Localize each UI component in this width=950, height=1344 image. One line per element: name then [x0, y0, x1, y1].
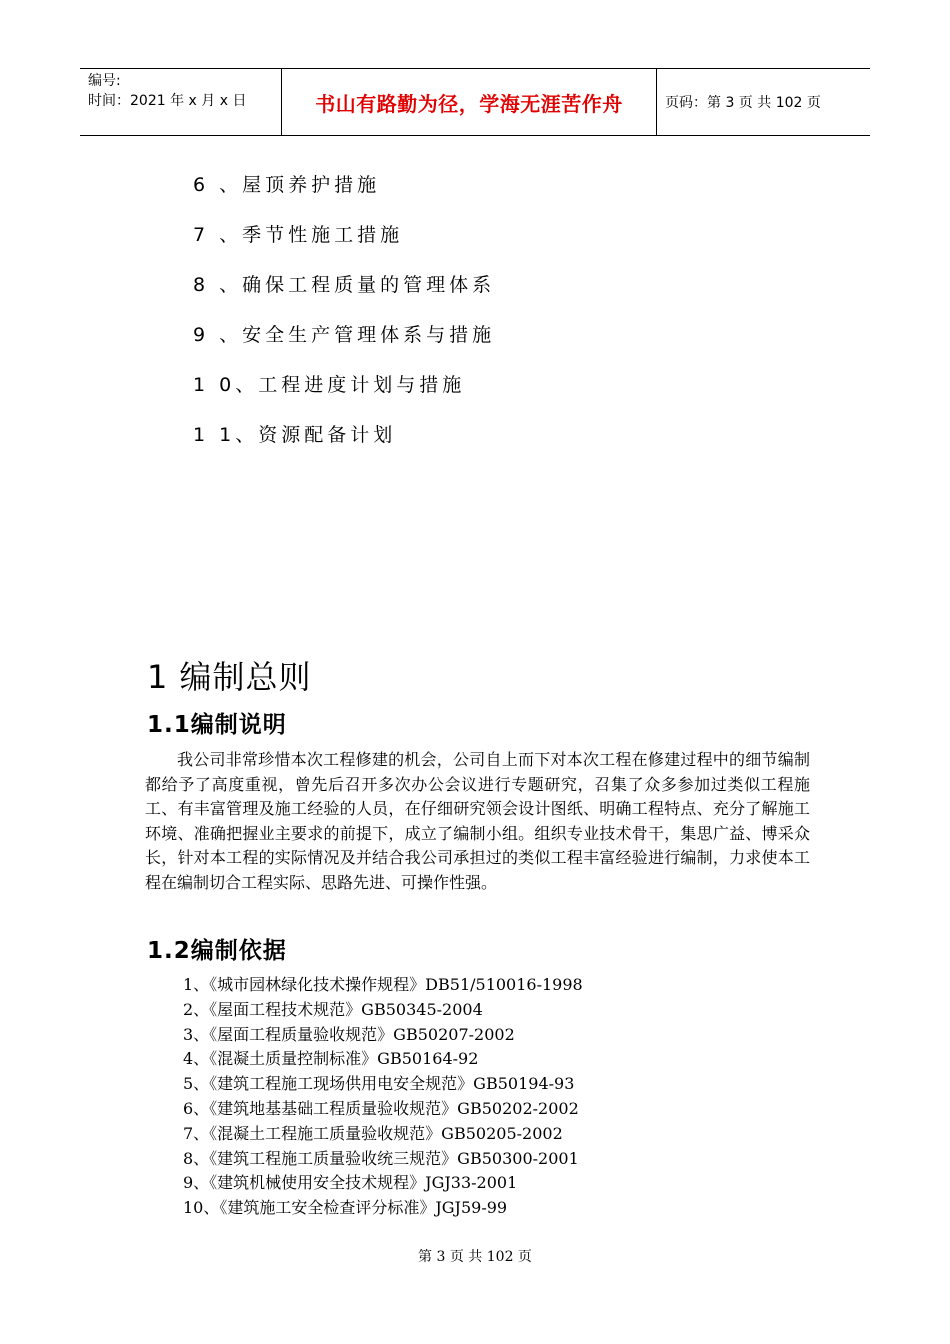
subsection-title-1-1: 1.1编制说明 — [147, 712, 287, 738]
reference-item: 4、《混凝土质量控制标准》GB50164-92 — [183, 1049, 479, 1069]
reference-item: 1、《城市园林绿化技术操作规程》DB51/510016-1998 — [183, 975, 583, 994]
section-paragraph: 我公司非常珍惜本次工程修建的机会，公司自上而下对本次工程在修建过程中的细节编制都给予了高度重视，曾先后召开多次办公会议进行专题研究，召集了众多参加过类似工程施工、有丰富管理及施工经验的人员，在仔细研究领会设计图纸、明确工程特点、充分了解施工环境、准确把握业主要求的前提下，成立了编制小组。组织专业技术骨干，集思广益、博采众长，针对本工程的实际情况及并结合我公司承担过的类似工程丰富经验进行编制，力求使本工程在编制切合工程实际、思路先进、可操作性强。 — [145, 750, 810, 892]
reference-item: 7、《混凝土工程施工质量验收规范》GB50205-2002 — [183, 1123, 563, 1143]
toc-item: 7 、季节性施工措施 — [193, 224, 404, 246]
toc-item: 1 0、工程进度计划与措施 — [193, 374, 466, 396]
page-header — [80, 68, 870, 136]
reference-item: 8、《建筑工程施工质量验收统三规范》GB50300-2001 — [183, 1148, 579, 1168]
section-title: 1 编制总则 — [147, 658, 312, 696]
header-left-cell — [80, 69, 282, 135]
reference-item: 2、《屋面工程技术规范》GB50345-2004 — [183, 999, 483, 1019]
toc-item: 8 、确保工程质量的管理体系 — [193, 274, 496, 296]
time-label: 时间：2021 年 x 月 x 日 — [88, 93, 247, 109]
header-motto: 书山有路勤为径，学海无涯苦作舟 — [282, 69, 657, 135]
reference-list — [183, 973, 583, 1221]
serial-label: 编号: — [88, 73, 121, 89]
subsection-title-1-2: 1.2编制依据 — [147, 938, 287, 964]
reference-item: 5、《建筑工程施工现场供用电安全规范》GB50194-93 — [183, 1074, 575, 1094]
header-page-label: 页码：第 3 页 共 102 页 — [665, 95, 821, 111]
reference-item: 10、《建筑施工安全检查评分标准》JGJ59-99 — [183, 1198, 508, 1218]
toc-item: 1 1、资源配备计划 — [193, 424, 397, 446]
page-footer: 第 3 页 共 102 页 — [418, 1249, 532, 1265]
reference-item: 3、《屋面工程质量验收规范》GB50207-2002 — [183, 1024, 515, 1044]
toc-item: 6 、屋顶养护措施 — [193, 174, 381, 196]
table-of-contents — [193, 172, 495, 472]
reference-item: 9、《建筑机械使用安全技术规程》JGJ33-2001 — [183, 1173, 518, 1193]
toc-item: 9 、安全生产管理体系与措施 — [193, 324, 496, 346]
reference-item: 6、《建筑地基基础工程质量验收规范》GB50202-2002 — [183, 1098, 579, 1118]
